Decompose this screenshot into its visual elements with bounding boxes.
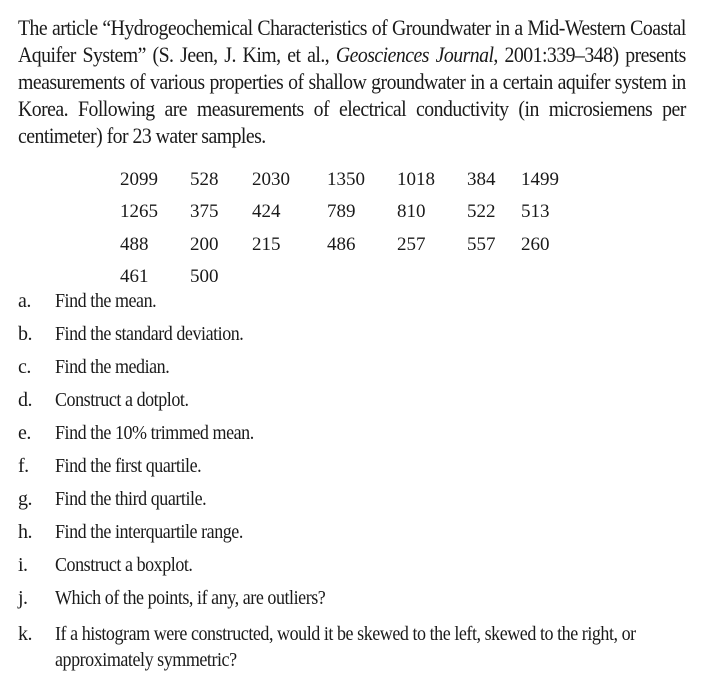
list-item bbox=[18, 451, 706, 484]
table-row bbox=[100, 164, 581, 196]
item-letter: k. bbox=[18, 623, 32, 645]
data-cell: 215 bbox=[252, 233, 281, 255]
data-cell: 1265 bbox=[120, 201, 158, 223]
data-cell: 384 bbox=[467, 169, 496, 191]
intro-line-1: The article “Hydrogeochemical Characteristics of Groundwater in a Mid-Western Coastal bbox=[18, 15, 686, 40]
data-cell: 1499 bbox=[521, 169, 559, 191]
data-cell: 2030 bbox=[252, 169, 290, 191]
table-row bbox=[100, 196, 581, 228]
data-cell: 461 bbox=[120, 266, 149, 288]
item-text: Find the 10% trimmed mean. bbox=[55, 422, 254, 444]
data-cell: 1350 bbox=[327, 169, 365, 191]
data-cell: 375 bbox=[190, 201, 219, 223]
data-cell: 424 bbox=[252, 201, 281, 223]
data-cell: 260 bbox=[521, 233, 550, 255]
list-item bbox=[18, 385, 706, 418]
table-row bbox=[100, 229, 581, 261]
item-letter: b. bbox=[18, 323, 32, 345]
intro-line-2 bbox=[18, 41, 686, 68]
item-letter: f. bbox=[18, 455, 29, 477]
data-cell: 789 bbox=[327, 201, 356, 223]
data-cell: 522 bbox=[467, 201, 496, 223]
data-cell: 257 bbox=[397, 233, 426, 255]
item-letter: e. bbox=[18, 422, 31, 444]
intro-line-3: measurements of various properties of shallow groundwater in a certain aquifer system in bbox=[18, 69, 686, 94]
data-cell: 500 bbox=[190, 266, 219, 288]
data-cell: 557 bbox=[467, 233, 496, 255]
data-cell: 488 bbox=[120, 233, 149, 255]
data-cell: 200 bbox=[190, 233, 219, 255]
item-text: Find the median. bbox=[55, 356, 170, 378]
item-text-line-2: approximately symmetric? bbox=[55, 649, 237, 671]
item-text: Which of the points, if any, are outliers? bbox=[55, 587, 326, 609]
problem-statement bbox=[18, 14, 686, 149]
item-letter: i. bbox=[18, 554, 28, 576]
item-text: Find the interquartile range. bbox=[55, 521, 243, 543]
data-cell: 513 bbox=[521, 201, 550, 223]
list-item bbox=[18, 616, 706, 681]
list-item bbox=[18, 583, 706, 616]
item-letter: c. bbox=[18, 356, 31, 378]
item-letter: a. bbox=[18, 290, 31, 312]
item-letter: g. bbox=[18, 488, 32, 510]
data-cell: 1018 bbox=[397, 169, 435, 191]
intro-line-2-end: , 2001:339–348) presents bbox=[493, 42, 686, 67]
intro-line-2-start: Aquifer System” (S. Jeen, J. Kim, et al., bbox=[18, 42, 336, 67]
list-item bbox=[18, 517, 706, 550]
item-text bbox=[55, 621, 685, 673]
list-item bbox=[18, 352, 706, 385]
list-item bbox=[18, 418, 706, 451]
item-letter: j. bbox=[18, 587, 28, 609]
item-text: Find the first quartile. bbox=[55, 455, 202, 477]
list-item bbox=[18, 550, 706, 583]
data-cell: 2099 bbox=[120, 169, 158, 191]
journal-title: Geosciences Journal bbox=[335, 42, 494, 67]
item-text: Construct a boxplot. bbox=[55, 554, 193, 576]
item-text: Find the standard deviation. bbox=[55, 323, 244, 345]
list-item bbox=[18, 319, 706, 352]
intro-line-5: centimeter) for 23 water samples. bbox=[18, 123, 266, 148]
data-cell: 528 bbox=[190, 169, 219, 191]
data-cell: 486 bbox=[327, 233, 356, 255]
data-cell: 810 bbox=[397, 201, 426, 223]
item-text: Construct a dotplot. bbox=[55, 389, 189, 411]
conductivity-data-table bbox=[100, 164, 581, 293]
item-text: Find the mean. bbox=[55, 290, 157, 312]
list-item bbox=[18, 484, 706, 517]
item-text-line-1: If a histogram were constructed, would it be skewed to the left, skewed to the right, or bbox=[55, 623, 636, 645]
question-list bbox=[18, 286, 706, 681]
item-text: Find the third quartile. bbox=[55, 488, 207, 510]
list-item bbox=[18, 286, 706, 319]
item-letter: d. bbox=[18, 389, 32, 411]
item-letter: h. bbox=[18, 521, 32, 543]
intro-line-4: Korea. Following are measurements of electrical conductivity (in microsiemens per bbox=[18, 96, 686, 121]
